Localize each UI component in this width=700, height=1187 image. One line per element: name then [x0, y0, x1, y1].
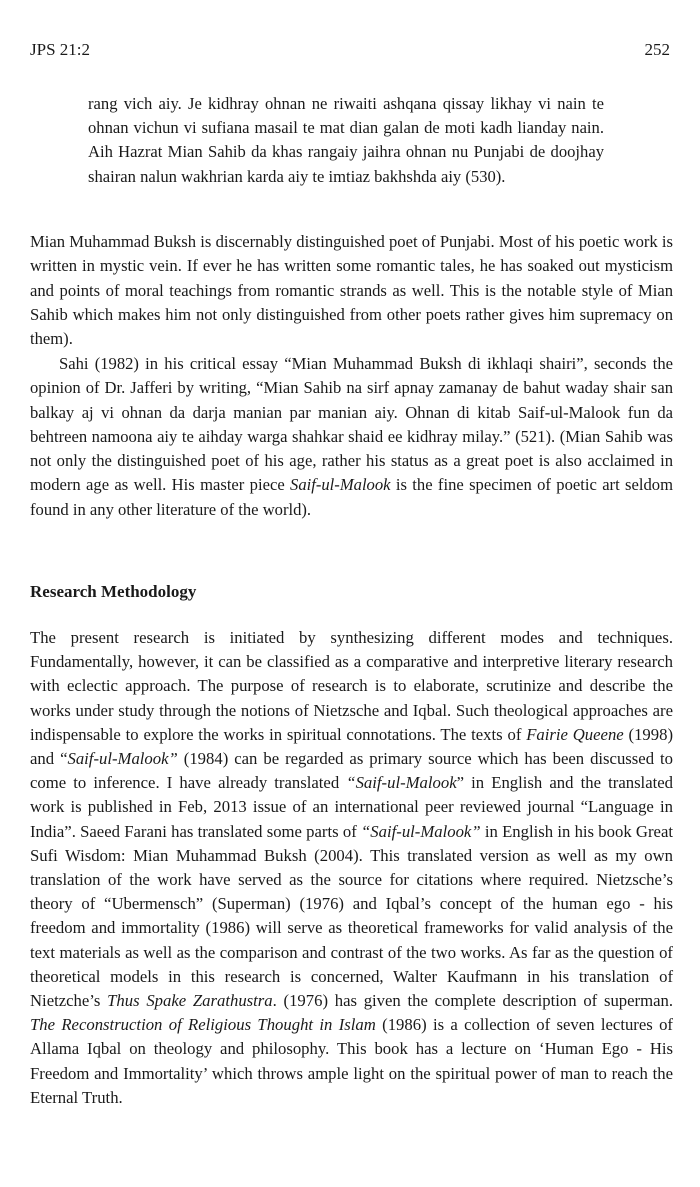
italic-title: “Saif-ul-Malook [346, 773, 457, 793]
paragraph-text [30, 352, 673, 522]
text-run: The present research is initiated by synthesizing different modes and techniques. Fundamentally, however, it can be classified as a comparative and interpretive literary research with eclectic approach. The purpose of research is to elaborate, scrutinize and describe the works under study through the notions of Nietzsche and Iqbal. Such theological approaches are indispensable to explore the works in spiritual connotations. The texts of [30, 628, 673, 744]
block-quote: rang vich aiy. Je kidhray ohnan ne riwaiti ashqana qissay likhay vi nain te ohnan vichun vi sufiana masail te mat dian galan de moti kadh lianday nain. Aih Hazrat Mian Sahib da khas rangaiy jaihra ohnan nu Punjabi de doojhay shairan nalun wakhrian karda aiy te imtiaz bakhshda aiy (530). [88, 94, 604, 186]
text-run: ” in English and the translated work is published in Feb, 2013 issue of an international peer reviewed journal “Language in India”. Saeed Farani has translated some parts of [30, 773, 673, 841]
running-header [30, 40, 670, 60]
italic-title: The Reconstruction of Religious Thought in Islam [30, 1015, 376, 1035]
page-number: 252 [644, 40, 670, 59]
text-run: Sahi (1982) in his critical essay “Mian Muhammad Buksh di ikhlaqi shairi”, seconds the opinion of Dr. Jafferi by writing, “Mian Sahib na sirf apnay zamanay de bahut waday shair san balkay aj vi ohnan da darja manian par manian aiy. Ohnan di kitab Saif-ul-Malook fun da behtreen namoona aiy te aihday warga shahkar shaid ee kidhray milay.” (521). (Mian Sahib was not only the distinguished poet of his age, rather his status as a great poet is also acclaimed in modern age as well. His master piece [30, 354, 673, 495]
paragraph-text: Mian Muhammad Buksh is discernably distinguished poet of Punjabi. Most of his poetic work is written in mystic vein. If ever he has written some romantic tales, he has soaked out mysticism and points of moral teachings from romantic strands as well. This is the notable style of Mian Sahib which makes him not only distinguished from other poets rather gives him supremacy on them). [30, 232, 673, 349]
text-run: . (1976) has given the complete description of superman. [272, 991, 673, 1011]
paragraph-sahi [30, 352, 673, 522]
italic-title: “Saif-ul-Malook” [361, 821, 481, 841]
italic-title: Saif-ul-Malook” [67, 749, 178, 769]
paragraph-methodology [30, 626, 673, 1110]
section-heading: Research Methodology [30, 582, 197, 601]
paragraph-text [30, 626, 673, 1110]
italic-title: Saif-ul-Malook [290, 475, 391, 495]
text-run: is the fine specimen of poetic art seldom found in any other literature of the world). [30, 475, 673, 519]
paragraph-mian-buksh [30, 230, 673, 351]
text-run: (1986) is a collection of seven lectures of Allama Iqbal on theology and philosophy. This book has a lecture on ‘Human Ego - His Freedom and Immortality’ which throws ample light on the spiritual power of man to reach the Eternal Truth. [30, 1015, 673, 1107]
italic-title: Fairie Queene [526, 724, 624, 744]
journal-label: JPS 21:2 [30, 40, 90, 59]
text-run: (1984) can be regarded as primary source which has been discussed to come to inference. I have already translated [30, 749, 673, 793]
text-run: (1998) and “ [30, 724, 674, 769]
italic-title: Thus Spake Zarathustra [107, 991, 273, 1011]
text-run: in English in his book Great Sufi Wisdom: Mian Muhammad Buksh (2004). This translated version as well as my own translation of the work have served as the source for citations where required. Nietzsche’s theory of “Ubermensch” (Superman) (1976) and Iqbal’s concept of the human ego - his freedom and immortality (1986) will serve as theoretical frameworks for valid analysis of the text materials as well as the comparison and contrast of the two works. As far as the question of theoretical models in this research is concerned, Walter Kaufmann in his translation of Nietzche’s [30, 821, 673, 1011]
